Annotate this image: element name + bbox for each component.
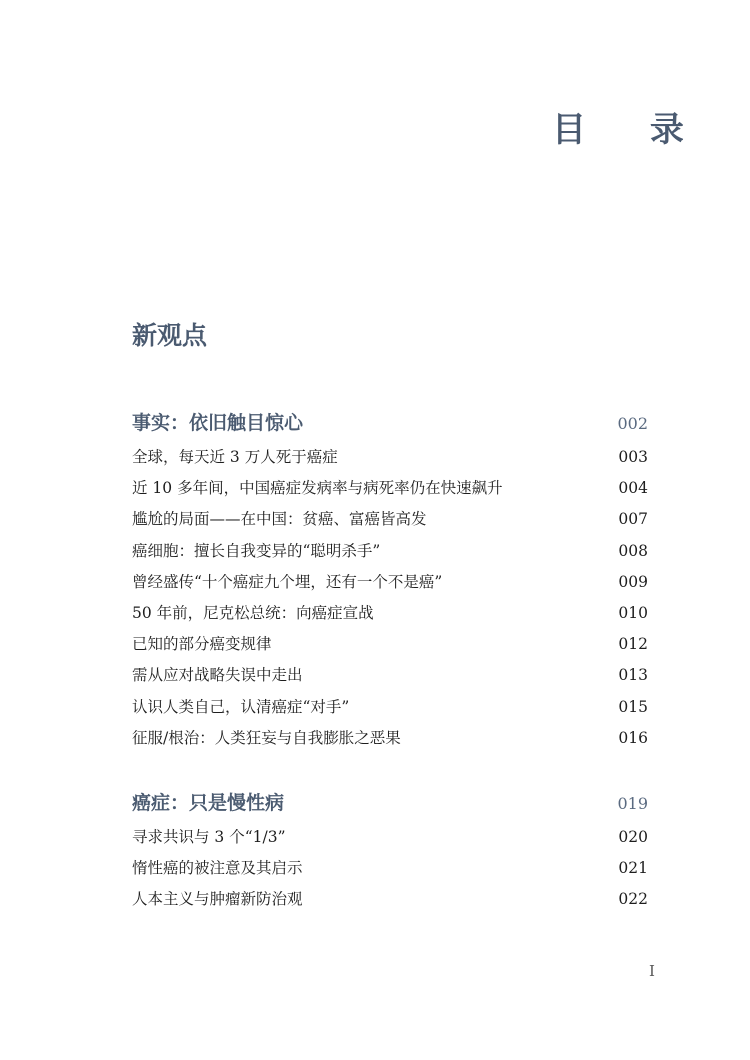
entry-page-number: 022 bbox=[618, 890, 648, 909]
entry-page-number: 004 bbox=[618, 479, 648, 498]
section-page-number: 019 bbox=[617, 794, 648, 813]
entry-title: 曾经盛传“十个癌症九个埋，还有一个不是癌” bbox=[132, 572, 443, 591]
toc-entry[interactable] bbox=[132, 536, 648, 567]
entry-page-number: 010 bbox=[618, 603, 648, 622]
folio-page-number: I bbox=[649, 962, 655, 980]
entry-title: 50 年前，尼克松总统：向癌症宣战 bbox=[132, 603, 374, 622]
entry-page-number: 015 bbox=[618, 697, 648, 716]
entry-title: 人本主义与肿瘤新防治观 bbox=[132, 890, 303, 909]
page-title: 目 录 bbox=[552, 110, 710, 150]
entry-title: 全球，每天近 3 万人死于癌症 bbox=[132, 448, 338, 466]
entry-page-number: 009 bbox=[618, 572, 648, 591]
toc-section bbox=[132, 784, 648, 916]
section-page-number: 002 bbox=[617, 414, 648, 433]
toc-entry[interactable] bbox=[132, 692, 648, 723]
entry-title: 认识人类自己，认清癌症“对手” bbox=[132, 697, 350, 716]
toc-entry[interactable] bbox=[132, 629, 648, 660]
section-heading-row[interactable] bbox=[132, 404, 648, 442]
toc-entry[interactable] bbox=[132, 822, 648, 853]
toc-entry[interactable] bbox=[132, 473, 648, 504]
section-title: 癌症：只是慢性病 bbox=[132, 792, 285, 814]
part-title: 新观点 bbox=[132, 321, 208, 350]
entry-page-number: 016 bbox=[618, 728, 648, 747]
section-heading-row[interactable] bbox=[132, 784, 648, 822]
toc-section bbox=[132, 404, 648, 754]
entry-page-number: 008 bbox=[618, 541, 648, 560]
entry-title: 已知的部分癌变规律 bbox=[132, 635, 272, 654]
entry-title: 尴尬的局面——在中国：贫癌、富癌皆高发 bbox=[132, 510, 427, 529]
entry-title: 需从应对战略失误中走出 bbox=[132, 666, 303, 685]
toc-entry[interactable] bbox=[132, 660, 648, 691]
entry-title: 近 10 多年间，中国癌症发病率与病死率仍在快速飙升 bbox=[132, 479, 503, 498]
entry-page-number: 013 bbox=[618, 666, 648, 685]
entry-page-number: 007 bbox=[618, 510, 648, 529]
toc-entry[interactable] bbox=[132, 853, 648, 884]
toc-entry[interactable] bbox=[132, 567, 648, 598]
toc-entry[interactable] bbox=[132, 442, 648, 473]
entry-page-number: 021 bbox=[618, 859, 648, 878]
entry-page-number: 003 bbox=[618, 448, 648, 466]
entry-page-number: 012 bbox=[618, 635, 648, 654]
toc-entry[interactable] bbox=[132, 598, 648, 629]
toc-entry[interactable] bbox=[132, 884, 648, 915]
entry-title: 寻求共识与 3 个“1/3” bbox=[132, 828, 286, 846]
entry-title: 征服/根治：人类狂妄与自我膨胀之恶果 bbox=[132, 728, 401, 747]
section-title: 事实：依旧触目惊心 bbox=[132, 412, 304, 434]
toc-entry[interactable] bbox=[132, 723, 648, 754]
entry-title: 癌细胞：擅长自我变异的“聪明杀手” bbox=[132, 541, 381, 560]
entry-page-number: 020 bbox=[618, 828, 648, 846]
entry-title: 惰性癌的被注意及其启示 bbox=[132, 859, 303, 878]
toc-entry[interactable] bbox=[132, 504, 648, 535]
